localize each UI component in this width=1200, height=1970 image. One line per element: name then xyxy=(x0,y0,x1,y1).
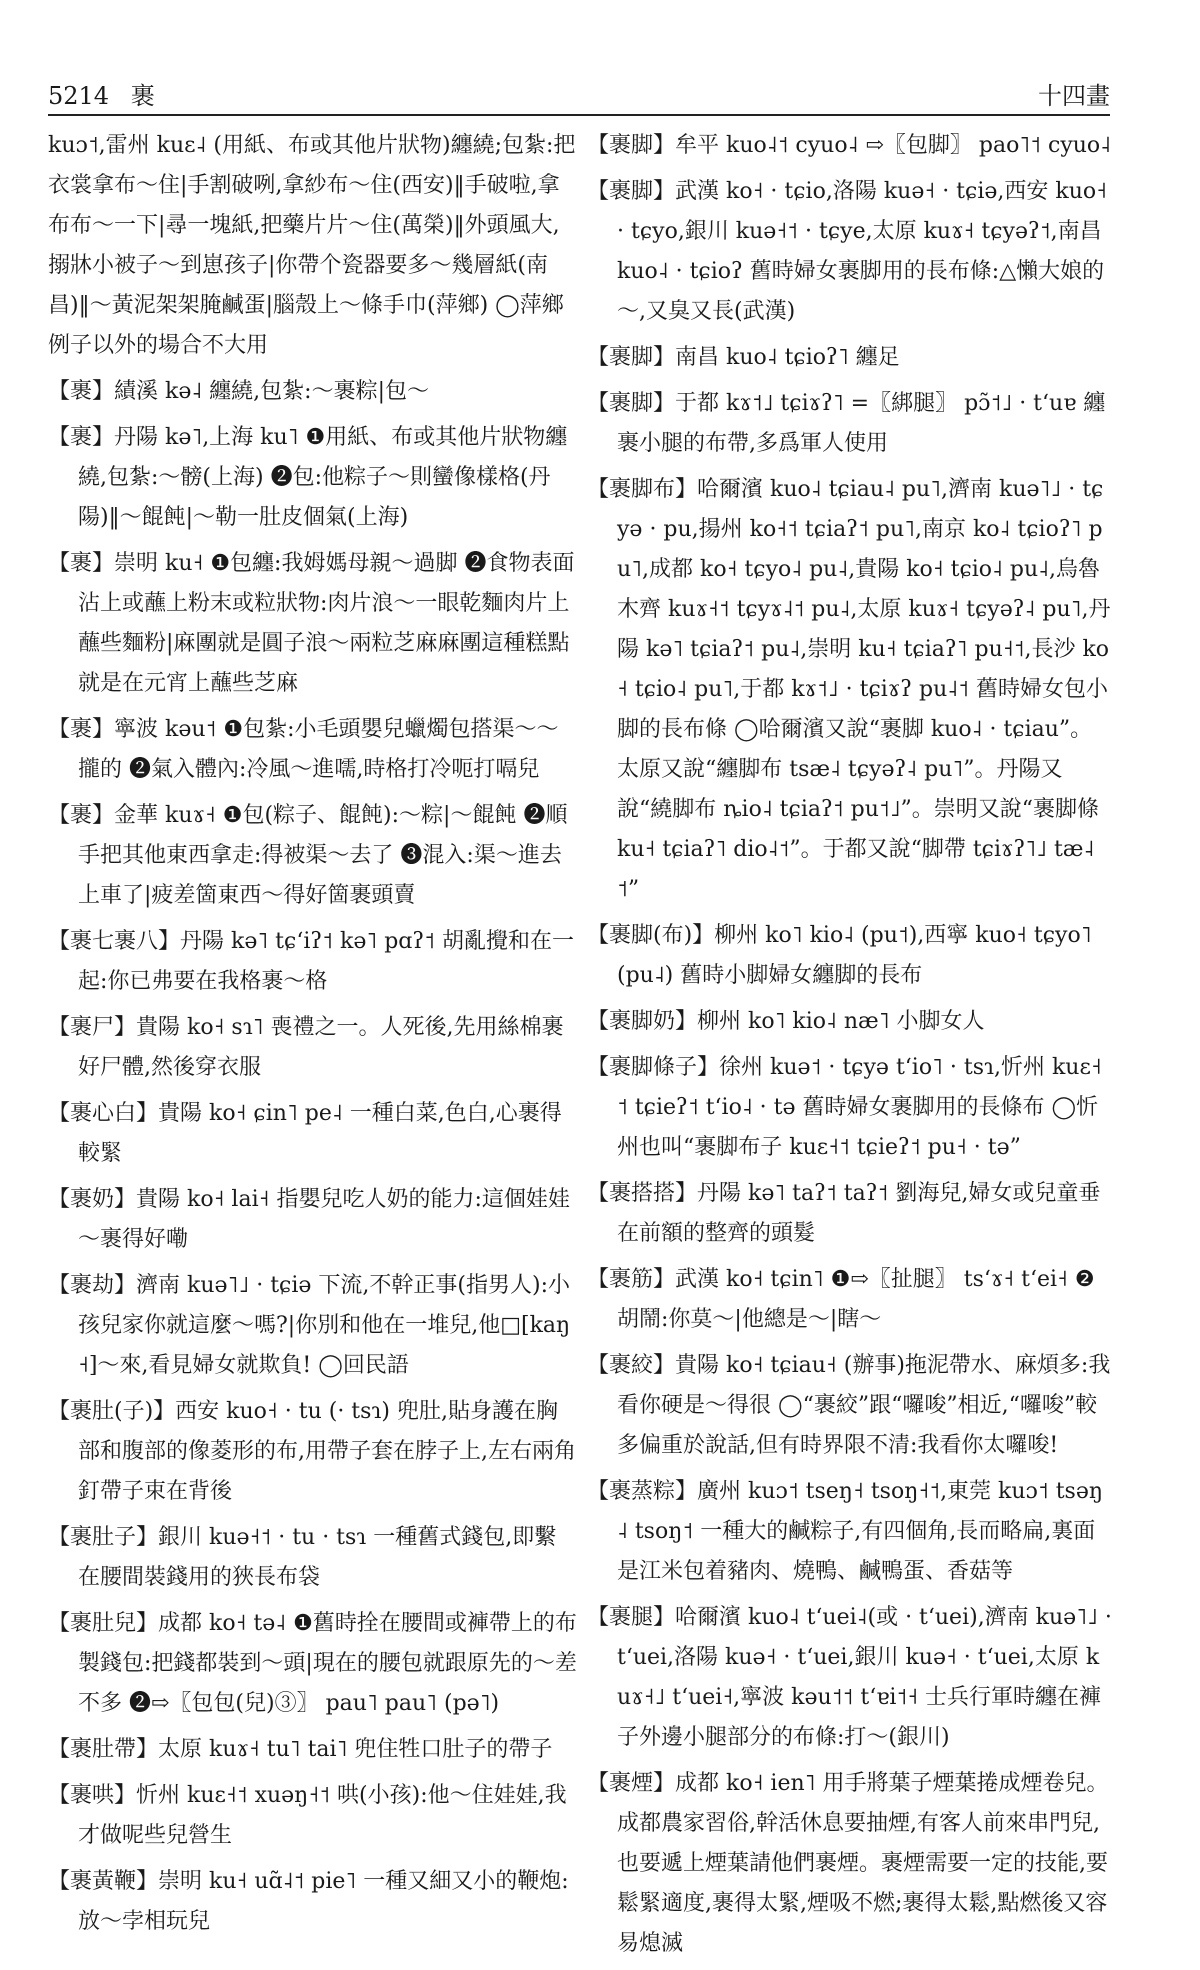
dictionary-entry: 【裹尸】貴陽 ko˧ sɿ˥ 喪禮之一。人死後,先用絲棉裹好尸體,然後穿衣服 xyxy=(48,1015,564,1080)
dictionary-entry: 【裹脚奶】柳州 ko˥ kio˨ næ˥ 小脚女人 xyxy=(587,1009,985,1034)
dictionary-entry: 【裹脚】牟平 kuo˨˦ cyuo˨ ⇨〖包脚〗 pao˥˦ cyuo˨ xyxy=(587,133,1112,158)
running-headword: 裹 xyxy=(130,81,155,110)
dictionary-entry: 【裹】丹陽 kə˥,上海 ku˥ ❶用紙、布或其他片狀物纏繞,包紮:～髈(上海) ❷包:他粽子～則蠻像樣格(丹陽)‖～餛飩|～勒一肚皮個氣(上海) xyxy=(48,425,568,530)
dictionary-entry: 【裹蒸粽】廣州 kuɔ˦ tseŋ˧ tsoŋ˧˦,東莞 kuɔ˦ tsəŋ˨ tsoŋ˦ 一種大的鹹粽子,有四個角,長而略扁,裏面是江米包着豬肉、燒鴨、鹹鴨蛋、香菇等 xyxy=(587,1479,1104,1584)
dictionary-entry: 【裹脚】武漢 ko˧ · tɕio,洛陽 kuə˧ · tɕiə,西安 kuo˧ · tɕyo,銀川 kuə˧˦ · tɕye,太原 kuɤ˧ tɕyəʔ˦,南昌 kuo˨ · tɕioʔ 舊時婦女裹脚用的長布條:△懶大娘的～,又臭又長(武漢) xyxy=(587,179,1107,324)
dictionary-entry: 【裹奶】貴陽 ko˧ lai˧ 指嬰兒吃人奶的能力:這個娃娃～裹得好嘞 xyxy=(48,1187,570,1252)
dictionary-entry: 【裹】金華 kuɤ˧ ❶包(粽子、餛飩):～粽|～餛飩 ❷順手把其他東西拿走:得被渠～去了 ❸混入:渠～進去上車了|疲差箇東西～得好箇裹頭賣 xyxy=(48,803,568,908)
dictionary-entry: 【裹】崇明 ku˧ ❶包纏:我姆媽母親～過脚 ❷食物表面沾上或蘸上粉末或粒狀物:肉片浪～一眼乾麵肉片上蘸些麵粉|麻團就是圓子浪～兩粒芝麻麻團這種糕點就是在元宵上蘸些芝麻 xyxy=(48,551,575,696)
dictionary-entry: 【裹心白】貴陽 ko˧ ɕin˥ pe˨ 一種白菜,色白,心裹得較緊 xyxy=(48,1101,562,1166)
dictionary-entry: 【裹】寧波 kəu˦ ❶包紮:小毛頭嬰兒蠟燭包搭渠～～攏的 ❷氣入體內:冷風～進嚅,時格打冷呃打嗝兒 xyxy=(48,717,559,782)
right-column xyxy=(587,126,1112,1970)
page-number: 5214 xyxy=(48,81,110,110)
dictionary-entry: 【裹黃鞭】崇明 ku˧ uɑ̃˨˦ pie˥ 一種又細又小的鞭炮:放～孛相玩兒 xyxy=(48,1869,569,1934)
dictionary-entry: 【裹脚】于都 kɤ˦˩ tɕiɤʔ˥ =〖綁腿〗 pɔ̃˦˩ · tʻuɐ 纏裹小腿的布帶,多爲軍人使用 xyxy=(587,391,1106,456)
dictionary-entry: 【裹筋】武漢 ko˧ tɕin˥ ❶⇨〖扯腿〗 tsʻɤ˧ tʻei˧ ❷胡鬧:你莫～|他總是～|瞎～ xyxy=(587,1267,1095,1332)
dictionary-entry: 【裹肚兒】成都 ko˧ tə˨ ❶舊時拴在腰間或褲帶上的布製錢包:把錢都裝到～頭|現在的腰包就跟原先的～差不多 ❷⇨〖包包(兒)③〗 pau˥ pau˥ (pə˥) xyxy=(48,1611,577,1716)
left-column xyxy=(48,126,578,1948)
dictionary-entry: 【裹腿】哈爾濱 kuo˨ tʻuei˨(或 · tʻuei),濟南 kuə˥˩ · tʻuei,洛陽 kuə˧ · tʻuei,銀川 kuə˧ · tʻuei,太原 kuɤ˧˩ tʻuei˧,寧波 kəu˦˦ tʻɐi˦˧ 士兵行軍時纏在褲子外邊小腿部分的布條:打～(銀川) xyxy=(587,1605,1112,1750)
dictionary-entry: 【裹肚(子)】西安 kuo˧ · tu (· tsɿ) 兜肚,貼身護在胸部和腹部的像菱形的布,用帶子套在脖子上,左右兩角釘帶子束在背後 xyxy=(48,1399,576,1504)
dictionary-entry: 【裹脚】南昌 kuo˨ tɕioʔ˥ 纏足 xyxy=(587,345,900,370)
dictionary-entry: kuɔ˦,雷州 kuɛ˨ (用紙、布或其他片狀物)纏繞;包紮:把衣裳拿布～住|手割破咧,拿紗布～住(西安)‖手破啦,拿布布～一下|尋一塊紙,把藥片片～住(萬榮)‖外頭風大,搦牀小被子～到崽孩子|你帶个瓷器要多～幾層紙(南昌)‖～黃泥架架腌鹹蛋|腦殼上～條手巾(萍鄉) ◯萍鄉例子以外的場合不大用 xyxy=(48,133,576,358)
dictionary-entry: 【裹脚布】哈爾濱 kuo˨ tɕiau˨ pu˥,濟南 kuə˥˩ · tɕyə · pu,揚州 ko˧˦ tɕiaʔ˦ pu˥,南京 ko˨ tɕioʔ˥ pu˥,成都 ko˧ tɕyo˨ pu˨,貴陽 ko˧ tɕio˨ pu˨,烏魯木齊 kuɤ˧˦ tɕyɤ˨˦ pu˨,太原 kuɤ˧ tɕyəʔ˨ pu˥,丹陽 kə˥ tɕiaʔ˦ pu˨,崇明 ku˧ tɕiaʔ˥ pu˧˦,長沙 ko˧ tɕio˨ pu˥,于都 kɤ˦˩ · tɕiɤʔ pu˨˦ 舊時婦女包小脚的長布條 ◯哈爾濱又說“裹脚 kuo˨ · tɕiau”。太原又說“纏脚布 tsæ˨ tɕyəʔ˨ pu˥”。丹陽又說“繞脚布 ȵio˨ tɕiaʔ˦ pu˦˩”。崇明又說“裹脚條 ku˧ tɕiaʔ˥ dio˨˦”。于都又說“脚帶 tɕiɤʔ˥˩ tæ˨˦” xyxy=(587,477,1111,902)
dictionary-entry: 【裹】績溪 kə˨ 纏繞,包紮:～裹粽|包～ xyxy=(48,379,430,404)
dictionary-entry: 【裹脚條子】徐州 kuə˦ · tɕyə tʻio˥ · tsɿ,忻州 kuɛ˧˦ tɕieʔ˦ tʻio˨ · tə 舊時婦女裹脚用的長條布 ◯忻州也叫“裹脚布子 kuɛ˧˦ tɕieʔ˦ pu˧ · tə” xyxy=(587,1055,1102,1160)
dictionary-entry: 【裹脚(布)】柳州 ko˥ kio˨ (pu˦),西寧 kuo˧ tɕyo˥ (pu˨) 舊時小脚婦女纏脚的長布 xyxy=(587,923,1092,988)
dictionary-entry: 【裹絞】貴陽 ko˧ tɕiau˧ (辦事)拖泥帶水、麻煩多:我看你硬是～得很 ◯“裹絞”跟“囉唆”相近,“囉唆”較多偏重於說話,但有時界限不清:我看你太囉唆! xyxy=(587,1353,1111,1458)
dictionary-entry: 【裹哄】忻州 kuɛ˧˦ xuəŋ˧˦ 哄(小孩):他～住娃娃,我才做呢些兒營生 xyxy=(48,1783,567,1848)
header-rule xyxy=(48,114,1110,116)
page-header xyxy=(48,74,1110,112)
header-left xyxy=(48,76,169,111)
dictionary-entry: 【裹肚帶】太原 kuɤ˧ tu˥ tai˥ 兜住牲口肚子的帶子 xyxy=(48,1737,553,1762)
dictionary-entry: 【裹肚子】銀川 kuə˧˦ · tu · tsɿ 一種舊式錢包,即繫在腰間裝錢用的狹長布袋 xyxy=(48,1525,557,1590)
dictionary-entry: 【裹七裹八】丹陽 kə˥ tɕʻiʔ˦ kə˥ pɑʔ˦ 胡亂攪和在一起:你已弗要在我格裹～格 xyxy=(48,929,575,994)
dictionary-entry: 【裹搭搭】丹陽 kə˥ taʔ˦ taʔ˦ 劉海兒,婦女或兒童垂在前額的整齊的頭髮 xyxy=(587,1181,1101,1246)
dictionary-entry: 【裹煙】成都 ko˧ ien˥ 用手將葉子煙葉捲成煙卷兒。成都農家習俗,幹活休息要抽煙,有客人前來串門兒,也要遞上煙葉請他們裹煙。裹煙需要一定的技能,要鬆緊適度,裹得太緊,煙吸不燃;裹得太鬆,點燃後又容易熄滅 xyxy=(587,1771,1109,1956)
dictionary-entry: 【裹劫】濟南 kuə˥˩ · tɕiə 下流,不幹正事(指男人):小孩兒家你就這麼～嗎?|你別和他在一堆兒,他□[kaŋ˧]～來,看見婦女就欺負! ◯回民語 xyxy=(48,1273,571,1378)
section-title: 十四畫 xyxy=(1038,81,1110,110)
